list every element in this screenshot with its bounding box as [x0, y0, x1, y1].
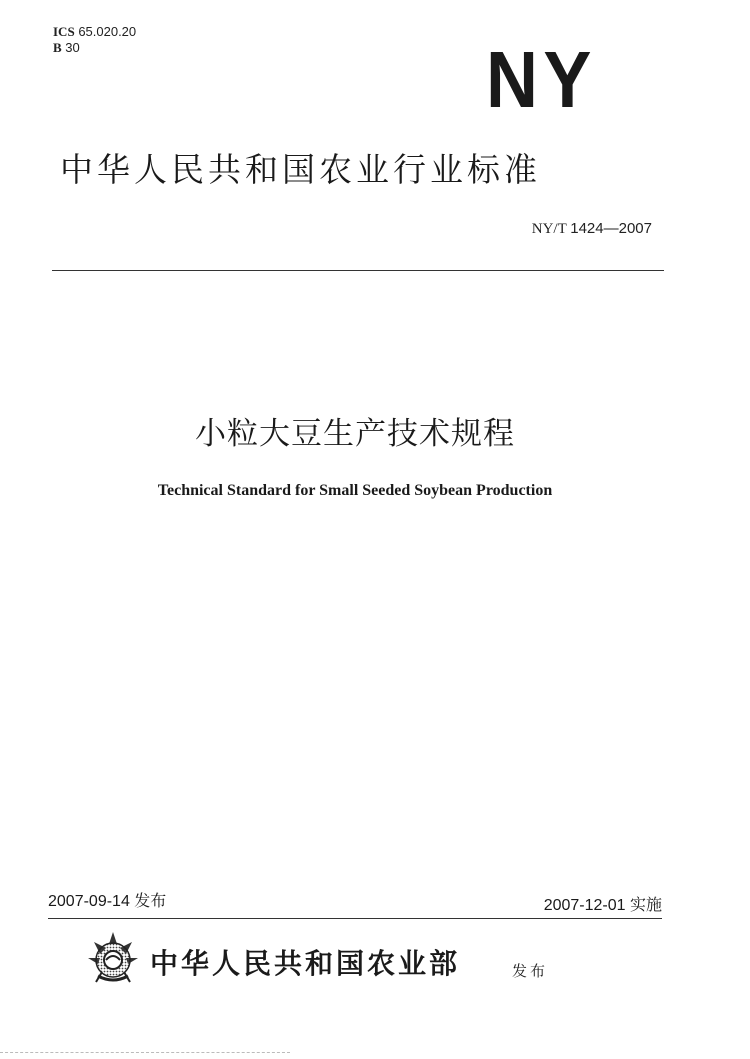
scan-edge-line [0, 1052, 290, 1053]
ccs-code-line [53, 40, 136, 56]
ny-logo: NY [486, 35, 597, 124]
ccs-code: 30 [65, 40, 80, 55]
classification-codes [53, 24, 136, 56]
ics-prefix: ICS [53, 24, 75, 39]
standard-number-value: 1424—2007 [570, 220, 652, 237]
document-title-en: Technical Standard for Small Seeded Soybean Production [157, 482, 553, 499]
ics-code: 65.020.20 [78, 24, 137, 39]
ministry-emblem-icon [82, 928, 144, 986]
issuing-authority: 中华人民共和国农业部 [150, 947, 461, 980]
ccs-prefix: B [53, 40, 62, 55]
standard-number [532, 220, 652, 238]
issue-date: 2007-09-14 发布 [48, 893, 167, 910]
top-divider [52, 270, 664, 271]
standard-number-prefix: NY/T [531, 221, 567, 237]
ics-code-line [53, 24, 136, 40]
document-title-cn: 小粒大豆生产技术规程 [195, 416, 515, 452]
standard-category-title: 中华人民共和国农业行业标准 [60, 150, 541, 189]
implementation-date: 2007-12-01 实施 [543, 897, 662, 914]
emblem-graphic [82, 928, 144, 986]
publish-label: 发布 [512, 962, 549, 980]
bottom-divider [48, 918, 662, 919]
